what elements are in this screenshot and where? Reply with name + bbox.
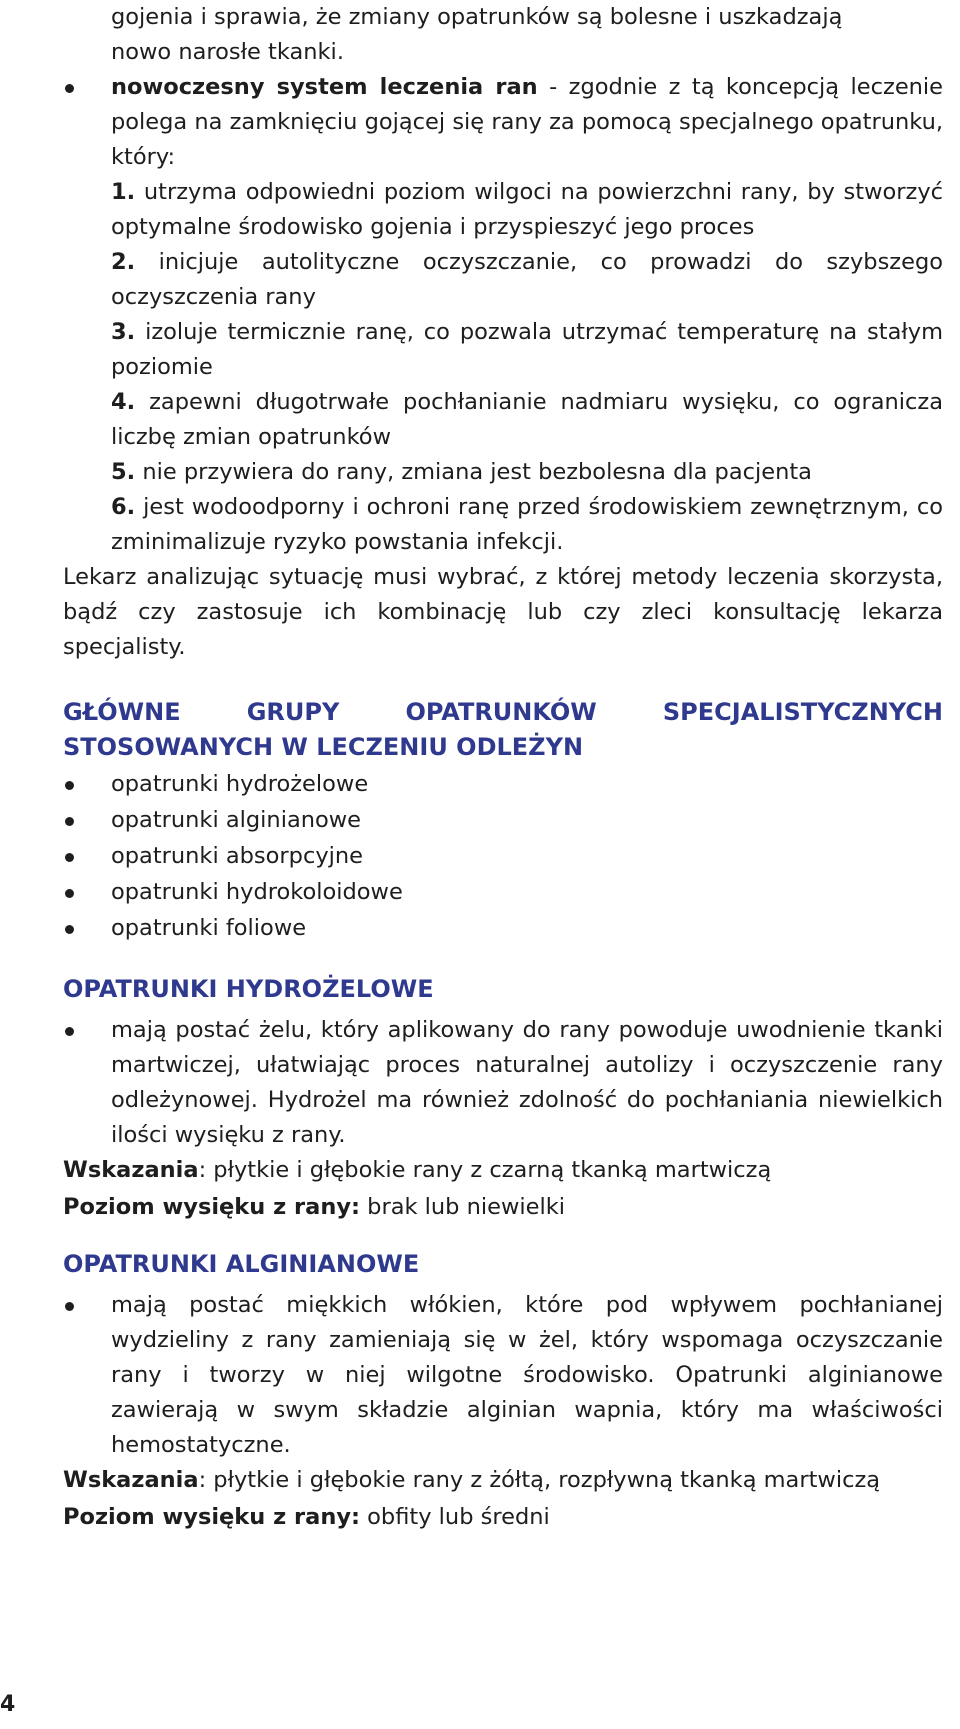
indications-text: : płytkie i głębokie rany z czarną tkanką martwiczą xyxy=(198,1157,772,1183)
group-item-label: opatrunki absorpcyjne xyxy=(111,843,363,869)
alginate-exudate xyxy=(63,1500,943,1535)
groups-heading-line-1: GŁÓWNE GRUPY OPATRUNKÓW SPECJALISTYCZNYCH xyxy=(63,698,943,726)
item-text: zapewni długotrwałe pochłanianie nadmiaru wysięku, co ogranicza liczbę zmian opatrunków xyxy=(111,389,943,450)
exudate-label: Poziom wysięku z rany: xyxy=(63,1194,361,1220)
numbered-item-5 xyxy=(63,455,943,490)
exudate-text: obfity lub średni xyxy=(360,1504,550,1530)
bullet-icon xyxy=(63,1013,111,1048)
alginate-description-text: mają postać miękkich włókien, które pod wpływem pochłanianej wydzieliny z rany zamieniają się w żel, który wspomaga oczyszczanie rany i tworzy w niej wilgotne środowisko. Opatrunki alginianowe zawierają w swym składzie alginian wapnia, który ma właściwości hemostatyczne. xyxy=(111,1292,943,1458)
numbered-item-3 xyxy=(63,315,943,385)
hydrogel-exudate xyxy=(63,1190,943,1225)
hydrogel-description-text: mają postać żelu, który aplikowany do rany powoduje uwodnienie tkanki martwiczej, ułatwiając proces naturalnej autolizy i oczyszczenie rany odleżynowej. Hydrożel ma również zdolność do pochłaniania niewielkich ilości wysięku z rany. xyxy=(111,1017,943,1148)
bullet-icon xyxy=(63,1288,111,1323)
document-page xyxy=(63,0,943,1535)
alginate-description xyxy=(63,1288,943,1463)
item-number: 6. xyxy=(111,494,136,520)
group-item-label: opatrunki hydrożelowe xyxy=(111,771,369,797)
group-item xyxy=(63,803,943,838)
indications-label: Wskazania xyxy=(63,1467,199,1493)
modern-system-bullet xyxy=(63,70,943,175)
group-item xyxy=(63,875,943,910)
continuation-line-1: gojenia i sprawia, że zmiany opatrunków są bolesne i uszkadzają xyxy=(111,4,843,30)
exudate-text: brak lub niewielki xyxy=(360,1194,565,1220)
bullet-icon xyxy=(63,839,111,874)
bullet-icon xyxy=(63,911,111,946)
bullet-icon xyxy=(63,70,111,105)
group-item xyxy=(63,767,943,802)
item-number: 5. xyxy=(111,459,136,485)
item-text: izoluje termicznie ranę, co pozwala utrzymać temperaturę na stałym poziomie xyxy=(111,319,943,380)
item-number: 2. xyxy=(111,249,136,275)
hydrogel-indications xyxy=(63,1153,943,1188)
bullet-icon xyxy=(63,803,111,838)
continuation-line-2: nowo narosłe tkanki. xyxy=(111,39,344,65)
hydrogel-heading: OPATRUNKI HYDROŻELOWE xyxy=(63,975,434,1003)
bullet-icon xyxy=(63,767,111,802)
groups-heading xyxy=(63,695,943,765)
group-item xyxy=(63,911,943,946)
alginate-indications xyxy=(63,1463,943,1498)
indications-label: Wskazania xyxy=(63,1157,199,1183)
groups-heading-line-2: STOSOWANYCH W LECZENIU ODLEŻYN xyxy=(63,733,584,761)
group-item-label: opatrunki alginianowe xyxy=(111,807,362,833)
numbered-item-4 xyxy=(63,385,943,455)
item-text: inicjuje autolityczne oczyszczanie, co prowadzi do szybszego oczyszczenia rany xyxy=(111,249,943,310)
group-item-label: opatrunki hydrokoloidowe xyxy=(111,879,403,905)
page-number: 4 xyxy=(0,1692,16,1717)
bullet-icon xyxy=(63,875,111,910)
group-item-label: opatrunki foliowe xyxy=(111,915,307,941)
group-item xyxy=(63,839,943,874)
intro-continuation xyxy=(63,0,943,70)
exudate-label: Poziom wysięku z rany: xyxy=(63,1504,361,1530)
hydrogel-description xyxy=(63,1013,943,1153)
numbered-item-2 xyxy=(63,245,943,315)
summary-paragraph: Lekarz analizując sytuację musi wybrać, z której metody leczenia skorzysta, bądź czy zastosuje ich kombinację lub czy zleci konsultację lekarza specjalisty. xyxy=(63,564,943,660)
item-number: 4. xyxy=(111,389,136,415)
indications-text: : płytkie i głębokie rany z żółtą, rozpływną tkanką martwiczą xyxy=(198,1467,881,1493)
modern-system-text: - zgodnie z tą koncepcją leczenie polega na zamknięciu gojącej się rany za pomocą specjalnego opatrunku, który: xyxy=(111,74,944,170)
modern-system-label: nowoczesny system leczenia ran xyxy=(111,74,538,100)
item-text: jest wodoodporny i ochroni ranę przed środowiskiem zewnętrznym, co zminimalizuje ryzyko powstania infekcji. xyxy=(111,494,943,555)
numbered-item-6 xyxy=(63,490,943,560)
item-number: 1. xyxy=(111,179,136,205)
alginate-heading: OPATRUNKI ALGINIANOWE xyxy=(63,1250,420,1278)
item-number: 3. xyxy=(111,319,136,345)
numbered-item-1 xyxy=(63,175,943,245)
item-text: utrzyma odpowiedni poziom wilgoci na powierzchni rany, by stworzyć optymalne środowisko gojenia i przyspieszyć jego proces xyxy=(111,179,943,240)
item-text: nie przywiera do rany, zmiana jest bezbolesna dla pacjenta xyxy=(135,459,812,485)
